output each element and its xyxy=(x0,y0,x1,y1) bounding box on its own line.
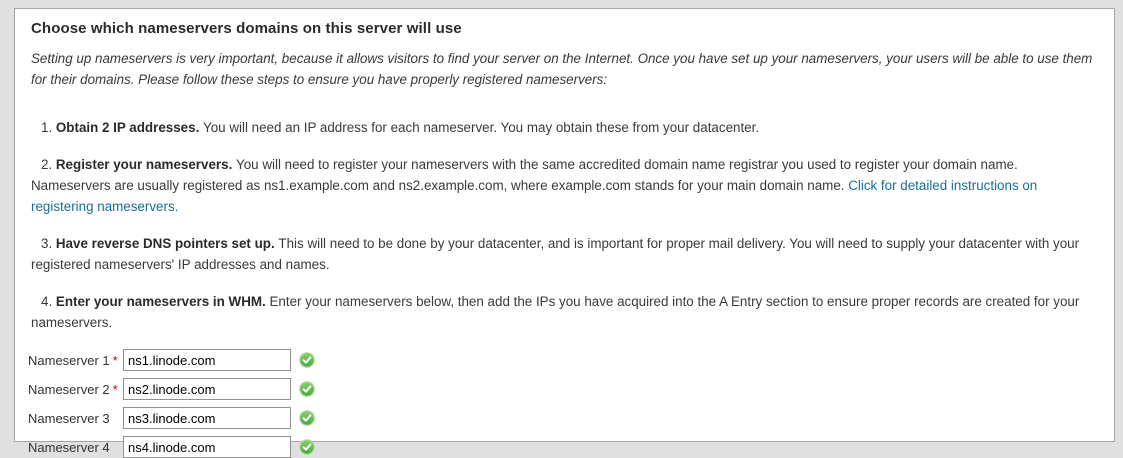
nameserver-3-row xyxy=(28,407,1098,429)
step-obtain-ips xyxy=(31,117,1098,138)
step-label: Have reverse DNS pointers set up. xyxy=(55,236,279,251)
check-circle-icon xyxy=(299,381,315,397)
step-label: Obtain 2 IP addresses. xyxy=(55,120,204,135)
page-title: Choose which nameservers domains on this server will use xyxy=(31,20,462,37)
nameserver-2-row xyxy=(28,378,1098,400)
required-asterisk: * xyxy=(112,381,118,397)
check-circle-icon xyxy=(299,352,315,368)
step-number: 4. xyxy=(41,294,56,309)
nameserver-1-label xyxy=(28,353,123,368)
step-text: You will need an IP address for each nameserver. You may obtain these from your datacenter. xyxy=(203,120,760,135)
label-text: Nameserver 3 xyxy=(28,410,110,426)
nameserver-2-input[interactable] xyxy=(123,378,291,400)
step-number: 1. xyxy=(41,120,56,135)
step-number: 2. xyxy=(41,157,56,172)
step-enter-nameservers xyxy=(31,291,1098,333)
registering-nameservers-link[interactable]: Click for detailed instructions on registering nameservers. xyxy=(31,178,1038,214)
step-label: Enter your nameservers in WHM. xyxy=(55,294,270,309)
step-text: You will need to register your nameservers with the same accredited domain name registrar you used to register your domain name. Nameservers are usually registered as ns1.example.com and ns2.example.com, where example.com stands for your main domain name. xyxy=(31,157,1018,193)
nameserver-form xyxy=(28,349,1098,458)
nameserver-4-input[interactable] xyxy=(123,436,291,458)
step-number: 3. xyxy=(41,236,56,251)
label-text: Nameserver 1 xyxy=(28,352,110,368)
check-circle-icon xyxy=(299,410,315,426)
nameserver-1-row xyxy=(28,349,1098,371)
intro-text: Setting up nameservers is very important, because it allows visitors to find your server on the Internet. Once you have set up your nameservers, your users will be able to use them for their domains. Please follow these steps to ensure you have properly registered nameservers: xyxy=(31,51,1093,87)
label-text: Nameserver 2 xyxy=(28,381,110,397)
nameserver-4-label xyxy=(28,440,123,455)
nameserver-1-input[interactable] xyxy=(123,349,291,371)
nameserver-2-label xyxy=(28,382,123,397)
step-text: Enter your nameservers below, then add the IPs you have acquired into the A Entry section to ensure proper records are created for your nameservers. xyxy=(31,294,1080,330)
nameserver-3-input[interactable] xyxy=(123,407,291,429)
step-label: Register your nameservers. xyxy=(55,157,237,172)
nameserver-3-label xyxy=(28,411,123,426)
step-reverse-dns xyxy=(31,233,1098,275)
required-asterisk: * xyxy=(112,352,118,368)
step-register-nameservers xyxy=(31,154,1098,217)
nameserver-4-row xyxy=(28,436,1098,458)
step-text: This will need to be done by your datacenter, and is important for proper mail delivery. You will need to supply your datacenter with your registered nameservers' IP addresses and names. xyxy=(31,236,1080,272)
label-text: Nameserver 4 xyxy=(28,439,110,455)
steps-list xyxy=(31,117,1098,333)
check-circle-icon xyxy=(299,439,315,455)
nameserver-setup-panel xyxy=(14,8,1115,455)
